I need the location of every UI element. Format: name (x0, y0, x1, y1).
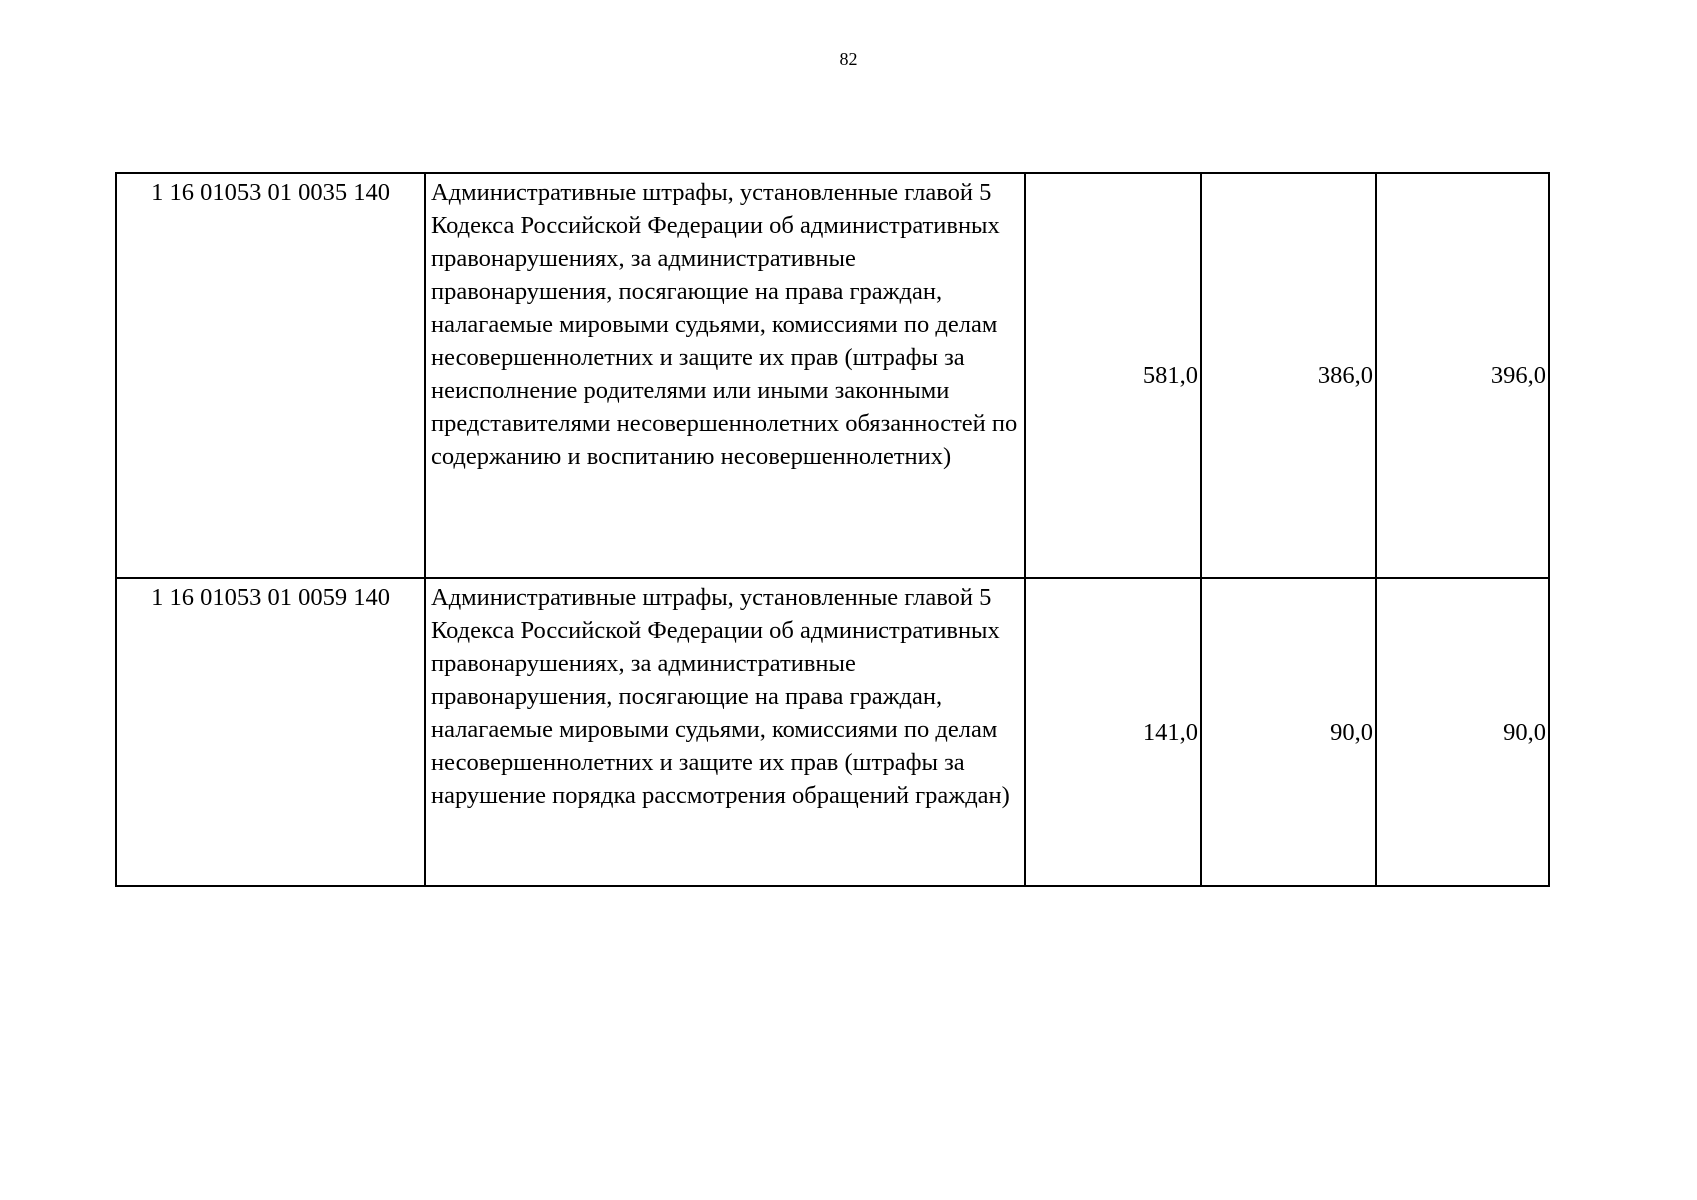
table-row (116, 578, 1549, 886)
table-row (116, 173, 1549, 578)
amount-year-2: 386,0 (1201, 173, 1376, 578)
page-number: 82 (839, 49, 858, 69)
budget-classification-code: 1 16 01053 01 0059 140 (116, 578, 425, 886)
amount-year-1: 581,0 (1025, 173, 1201, 578)
amount-year-2: 90,0 (1201, 578, 1376, 886)
amount-year-3: 396,0 (1376, 173, 1549, 578)
revenue-description: Административные штрафы, установленные главой 5 Кодекса Российской Федерации об административных правонарушениях, за административные правонарушения, посягающие на права граждан, налагаемые мировыми судьями, комиссиями по делам несовершеннолетних и защите их прав (штрафы за неисполнение родителями или иными законными представителями несовершеннолетних обязанностей по содержанию и воспитанию несовершеннолетних) (425, 173, 1025, 578)
budget-revenue-table (115, 172, 1550, 887)
amount-year-1: 141,0 (1025, 578, 1201, 886)
budget-classification-code: 1 16 01053 01 0035 140 (116, 173, 425, 578)
amount-year-3: 90,0 (1376, 578, 1549, 886)
revenue-description: Административные штрафы, установленные главой 5 Кодекса Российской Федерации об административных правонарушениях, за административные правонарушения, посягающие на права граждан, налагаемые мировыми судьями, комиссиями по делам несовершеннолетних и защите их прав (штрафы за нарушение порядка рассмотрения обращений граждан) (425, 578, 1025, 886)
